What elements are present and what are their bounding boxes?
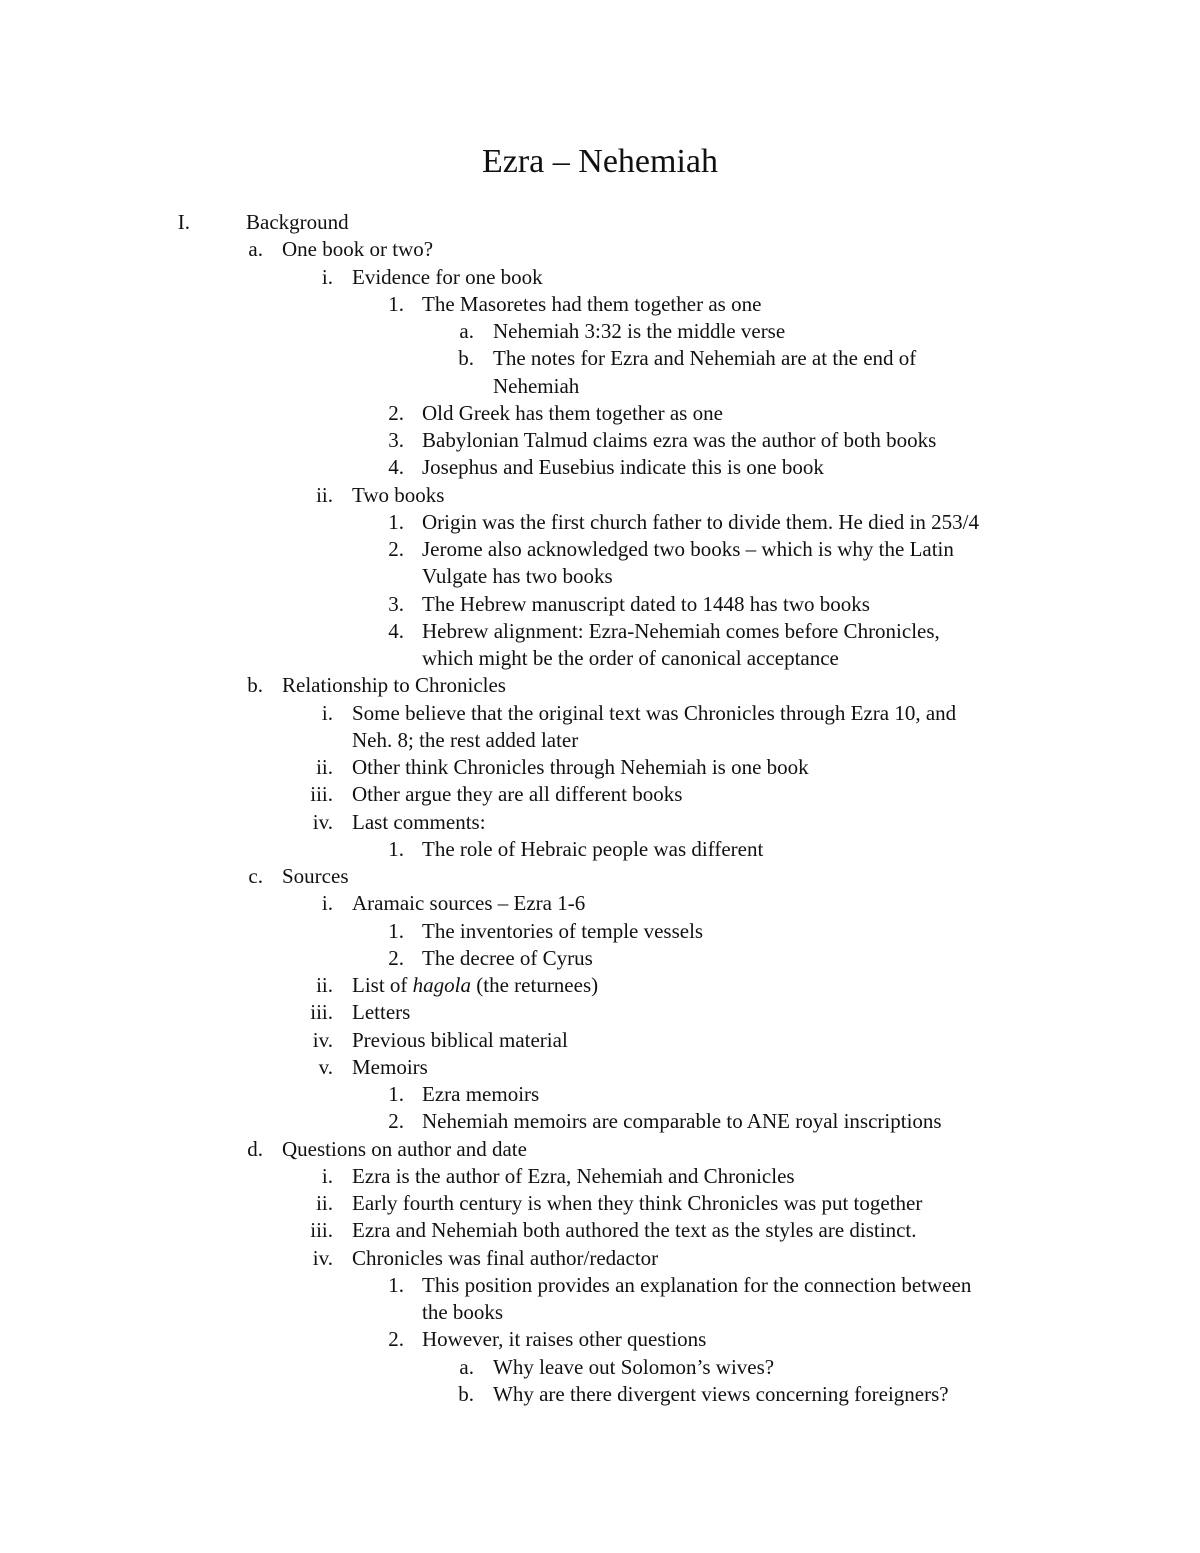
outline-text: The inventories of temple vessels xyxy=(422,918,704,943)
outline-text: Nehemiah 3:32 is the middle verse xyxy=(493,319,786,343)
outline-item xyxy=(0,836,1200,863)
outline-text: Josephus and Eusebius indicate this is one book xyxy=(422,455,824,480)
outline-text: The decree of Cyrus xyxy=(422,945,593,970)
outline-item xyxy=(0,236,1200,263)
outline-text: The Masoretes had them together as one xyxy=(422,291,762,316)
outline-item xyxy=(0,863,1200,890)
outline-marker: c. xyxy=(248,864,263,888)
outline-marker: 4. xyxy=(388,618,404,643)
outline-item xyxy=(0,454,1200,481)
outline-item xyxy=(0,1272,1200,1299)
outline-marker: I. xyxy=(177,210,190,234)
outline-marker: i. xyxy=(321,1163,333,1188)
outline-text: Relationship to Chronicles xyxy=(282,673,506,698)
outline-item-continuation xyxy=(0,373,1200,400)
outline-text: Evidence for one book xyxy=(352,264,543,289)
outline-item xyxy=(0,945,1200,972)
outline-item xyxy=(0,1108,1200,1135)
outline-marker: 2. xyxy=(388,400,404,425)
outline-item xyxy=(0,509,1200,536)
outline-marker: d. xyxy=(247,1136,263,1161)
outline-marker: v. xyxy=(318,1054,333,1079)
outline-marker: i. xyxy=(321,700,333,725)
outline-marker: 1. xyxy=(388,291,404,316)
outline-marker: 1. xyxy=(388,509,404,534)
outline-item xyxy=(0,1190,1200,1217)
outline-text: Nehemiah xyxy=(493,373,580,398)
outline-marker: b. xyxy=(247,673,263,698)
outline-text: Other argue they are all different books xyxy=(352,782,683,807)
outline-item xyxy=(0,754,1200,781)
outline-item xyxy=(0,700,1200,727)
outline-marker: iii. xyxy=(310,782,333,807)
outline-text-part: List of xyxy=(352,973,413,997)
outline-text: One book or two? xyxy=(282,237,434,262)
outline-text: Origin was the first church father to divide them. He died in 253/4 xyxy=(422,509,979,534)
outline-item-continuation xyxy=(0,645,1200,672)
outline-marker: a. xyxy=(248,237,263,262)
outline-marker: i. xyxy=(321,264,333,289)
outline-text: Ezra is the author of Ezra, Nehemiah and Chronicles xyxy=(352,1163,795,1188)
outline-item xyxy=(0,781,1200,808)
outline-list xyxy=(0,209,1200,1408)
outline-marker: iv. xyxy=(312,1027,333,1052)
outline-text xyxy=(352,972,598,999)
outline-item xyxy=(0,427,1200,454)
outline-item-continuation xyxy=(0,1299,1200,1326)
outline-text: However, it raises other questions xyxy=(422,1327,707,1352)
outline-text: The role of Hebraic people was different xyxy=(422,836,764,861)
outline-item xyxy=(0,972,1200,999)
outline-item xyxy=(0,999,1200,1026)
outline-text: Chronicles was final author/redactor xyxy=(352,1245,659,1270)
outline-text-part: (the returnees) xyxy=(471,973,599,997)
outline-text: Some believe that the original text was Chronicles through Ezra 10, and xyxy=(352,700,957,725)
outline-marker: ii. xyxy=(316,755,333,779)
outline-marker: 1. xyxy=(388,918,404,943)
outline-text: Jerome also acknowledged two books – which is why the Latin xyxy=(422,537,954,561)
outline-text: Other think Chronicles through Nehemiah is one book xyxy=(352,755,809,779)
outline-marker: i. xyxy=(321,891,333,916)
outline-item-continuation xyxy=(0,563,1200,590)
outline-item xyxy=(0,1081,1200,1108)
outline-text: Letters xyxy=(352,1000,411,1025)
outline-marker: iii. xyxy=(310,1218,333,1243)
outline-marker: 3. xyxy=(388,591,404,616)
outline-item xyxy=(0,809,1200,836)
outline-text: Ezra memoirs xyxy=(422,1082,540,1106)
outline-text: Background xyxy=(246,210,349,234)
outline-text: Nehemiah memoirs are comparable to ANE royal inscriptions xyxy=(422,1109,942,1134)
outline-marker: ii. xyxy=(316,1191,333,1215)
outline-text: Neh. 8; the rest added later xyxy=(352,727,579,752)
outline-text: The notes for Ezra and Nehemiah are at the end of xyxy=(493,346,917,371)
outline-item xyxy=(0,1217,1200,1244)
outline-item xyxy=(0,1381,1200,1408)
outline-text: Why are there divergent views concerning foreigners? xyxy=(493,1381,949,1406)
outline-marker: 2. xyxy=(388,1327,404,1352)
outline-text: This position provides an explanation for the connection between xyxy=(422,1272,972,1297)
outline-text: Sources xyxy=(282,864,349,888)
outline-text: The Hebrew manuscript dated to 1448 has two books xyxy=(422,591,870,616)
outline-text: Hebrew alignment: Ezra-Nehemiah comes before Chronicles, xyxy=(422,618,940,643)
document-title: Ezra – Nehemiah xyxy=(482,143,718,180)
outline-item xyxy=(0,672,1200,699)
outline-item xyxy=(0,1326,1200,1353)
outline-item xyxy=(0,291,1200,318)
outline-item xyxy=(0,264,1200,291)
outline-item xyxy=(0,345,1200,372)
outline-text: which might be the order of canonical acceptance xyxy=(422,646,839,670)
outline-marker: 2. xyxy=(388,945,404,970)
outline-marker: 4. xyxy=(388,455,404,480)
outline-marker: iv. xyxy=(312,1245,333,1270)
outline-item xyxy=(0,1136,1200,1163)
outline-item xyxy=(0,1163,1200,1190)
outline-marker: iii. xyxy=(310,1000,333,1025)
outline-text: Two books xyxy=(352,482,445,507)
outline-item xyxy=(0,618,1200,645)
outline-text: Questions on author and date xyxy=(282,1136,527,1161)
outline-text: Vulgate has two books xyxy=(422,564,613,589)
outline-text: the books xyxy=(422,1300,504,1324)
outline-item xyxy=(0,890,1200,917)
outline-item xyxy=(0,209,1200,236)
outline-item xyxy=(0,318,1200,345)
outline-item xyxy=(0,400,1200,427)
outline-item xyxy=(0,482,1200,509)
outline-text: Ezra and Nehemiah both authored the text as the styles are distinct. xyxy=(352,1218,917,1243)
outline-item-continuation xyxy=(0,727,1200,754)
outline-item xyxy=(0,918,1200,945)
outline-text: Old Greek has them together as one xyxy=(422,400,723,425)
outline-item xyxy=(0,591,1200,618)
outline-text: Last comments: xyxy=(352,809,486,834)
outline-text: Babylonian Talmud claims ezra was the author of both books xyxy=(422,428,937,452)
outline-marker: iv. xyxy=(312,809,333,834)
outline-text: Aramaic sources – Ezra 1-6 xyxy=(352,891,586,916)
outline-item xyxy=(0,1027,1200,1054)
outline-item xyxy=(0,1245,1200,1272)
outline-marker: ii. xyxy=(316,973,333,997)
outline-marker: 1. xyxy=(388,836,404,861)
outline-marker: 3. xyxy=(388,428,404,452)
outline-text: Previous biblical material xyxy=(352,1027,568,1052)
outline-text-italic: hagola xyxy=(412,973,472,997)
outline-item xyxy=(0,1354,1200,1381)
outline-marker: 2. xyxy=(388,1109,404,1134)
outline-marker: 1. xyxy=(388,1082,404,1106)
outline-marker: ii. xyxy=(316,482,333,507)
outline-marker: a. xyxy=(459,319,474,343)
outline-text: Memoirs xyxy=(352,1054,428,1079)
outline-marker: a. xyxy=(459,1354,474,1379)
outline-text: Why leave out Solomon’s wives? xyxy=(493,1354,775,1379)
outline-marker: b. xyxy=(458,1381,474,1406)
outline-marker: 2. xyxy=(388,537,404,561)
outline-marker: 1. xyxy=(388,1272,404,1297)
outline-text: Early fourth century is when they think Chronicles was put together xyxy=(352,1191,923,1215)
outline-marker: b. xyxy=(458,346,474,371)
outline-item xyxy=(0,536,1200,563)
outline-item xyxy=(0,1054,1200,1081)
